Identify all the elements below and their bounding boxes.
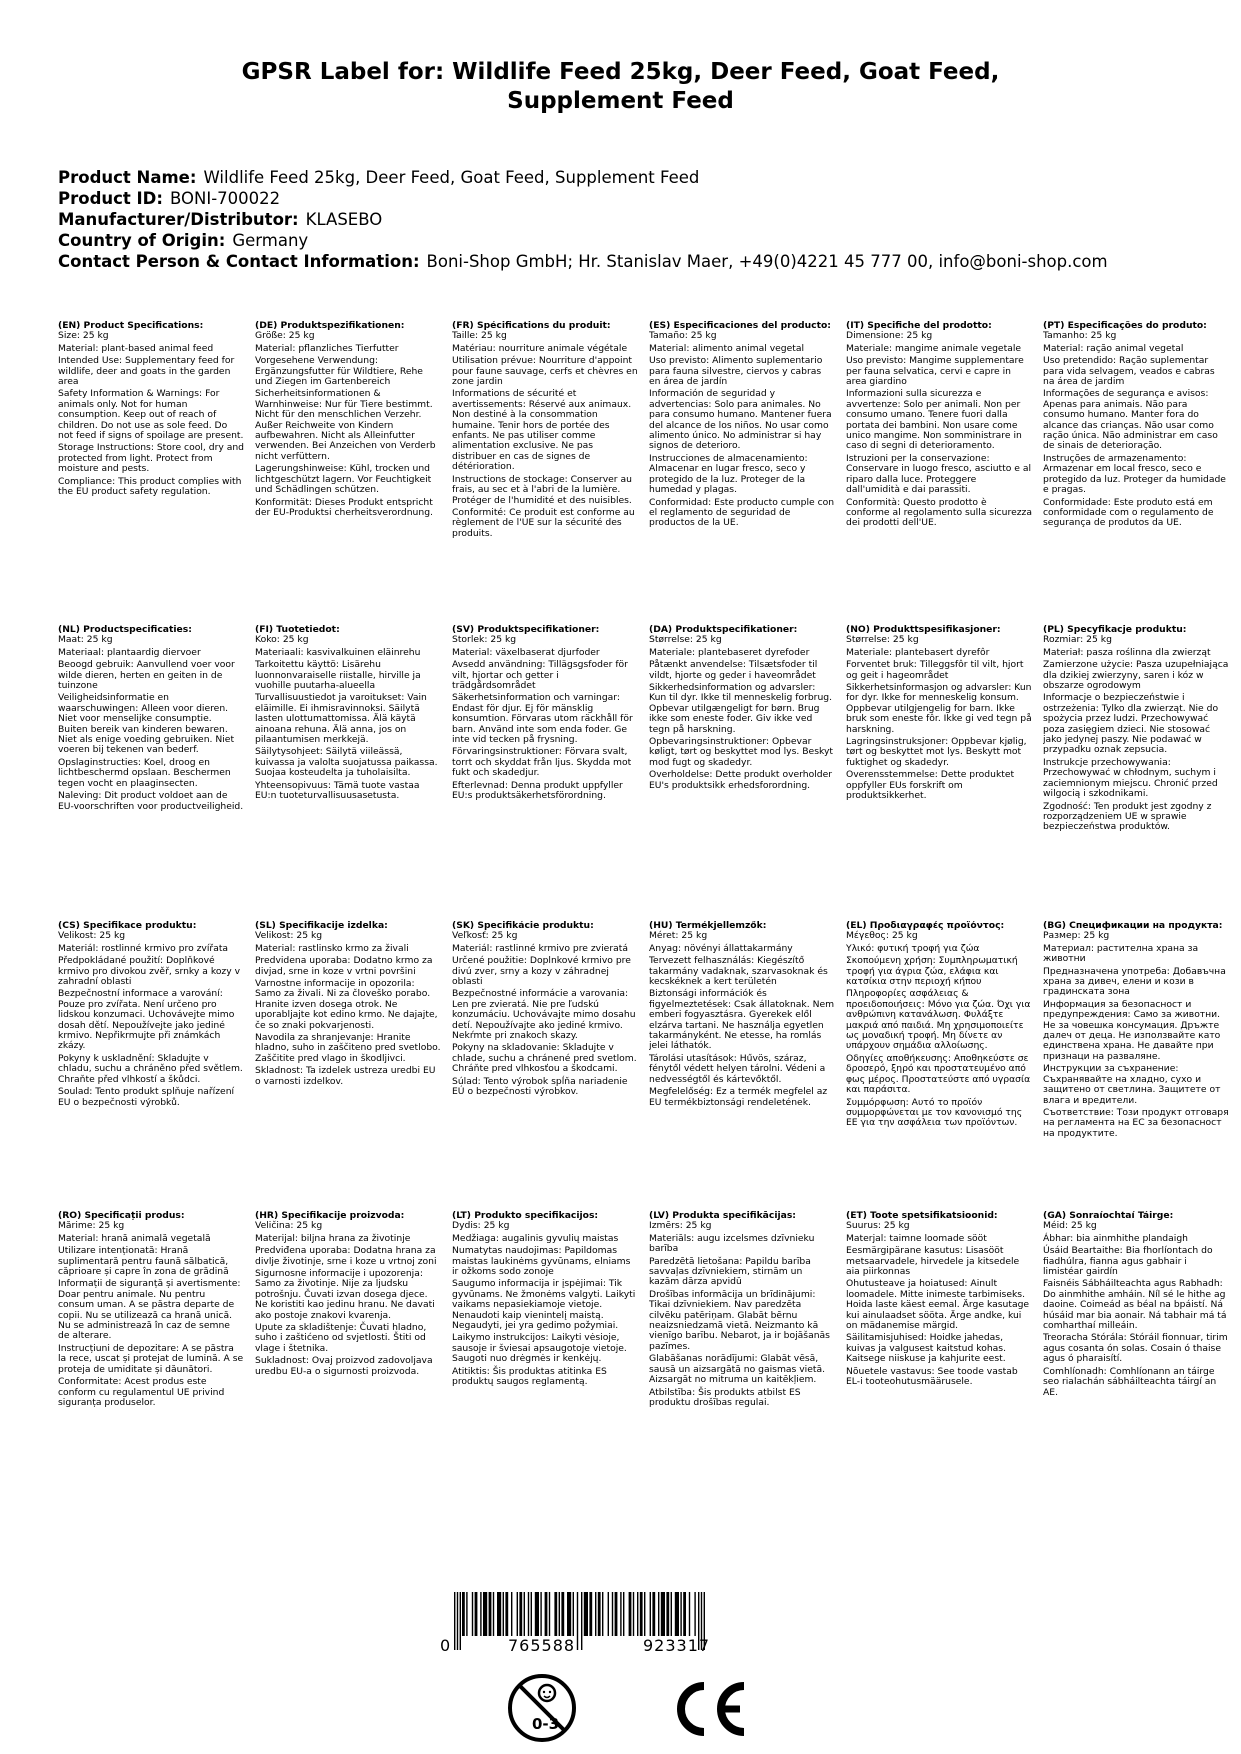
spec-heading: (BG) Спецификации на продукта:: [1043, 921, 1223, 931]
spec-heading: (NO) Produkttspesifikasjoner:: [846, 625, 1001, 635]
spec-line: Materiale: mangime animale vegetale: [846, 342, 1022, 354]
spec-line: Beoogd gebruik: Aanvullend voer voor wilde dieren, herten en geiten in de tuinzone: [58, 659, 235, 692]
spec-line: Biztonsági információk és figyelmeztetések: Csak állatoknak. Nem emberi fogyasztásra. Gyerekek elől elzárva tartani. Ne használja egyetlen takarmányként. Ne etesse, ha romlás jelei láthatók.: [649, 988, 835, 1052]
spec-line: Comhlíonadh: Comhlíonann an táirge seo rialachán sábháilteachta táirgí an AE.: [1043, 1365, 1217, 1398]
spec-heading: (CS) Specifikace produktu:: [58, 921, 197, 931]
spec-heading: (PT) Especificações do produto:: [1043, 321, 1207, 331]
manufacturer-row: [58, 209, 1208, 230]
spec-heading: (DE) Produktspezifikationen:: [255, 321, 405, 331]
spec-line: Faisnéis Sábháilteachta agus Rabhadh: Do ainmhithe amháin. Níl sé le hithe ag daoine. Coimeád as béal na bpáistí. Ná húsáid mar bia aonair. Ná tabhair má tá comharthaí milleáin.: [1043, 1278, 1227, 1332]
spec-line: Suurus: 25 kg: [846, 1220, 910, 1232]
spec-line: Sikkerhetsinformasjon og advarsler: Kun for dyr. Ikke for menneskelig konsum. Oppbevar utilgjengelig for barn. Ikke bruk som eneste fôr. Ikke gi ved tegn på harskning.: [846, 682, 1032, 735]
spec-heading: (SV) Produktspecifikationer:: [452, 625, 600, 635]
spec-line: Nõuetele vastavus: See toode vastab EL-i tooteohutusmäärusele.: [846, 1365, 1018, 1388]
spec-line: Påtænkt anvendelse: Tilsætsfoder til vildt, hjorte og geder i haveområdet: [649, 659, 818, 681]
spec-line: Conformidad: Este producto cumple con el reglamento de seguridad de productos de la UE.: [649, 496, 835, 529]
spec-line: Sigurnosne informacije i upozorenja: Samo za životinje. Nije za ljudsku potrošnju. Čuvati izvan dosega djece. Ne koristiti kao jedinu hranu. Ne davati ako postoje znakovi kvarenja.: [255, 1268, 435, 1321]
contact-value: Boni-Shop GmbH; Hr. Stanislav Maer, +49(0)4221 45 777 00, info@boni-shop.com: [426, 252, 1108, 271]
spec-line: Informations de sécurité et avertissements: Réservé aux animaux. Non destiné à la consommation humaine. Tenir hors de portée des enfants. Ne pas utiliser comme alimentation exclusive. Ne pas distribuer en cas de signes de détérioration.: [452, 388, 632, 473]
spec-block: [58, 625, 244, 814]
spec-line: Materijal: biljna hrana za životinje: [255, 1232, 411, 1244]
spec-line: Sukladnost: Ovaj proizvod zadovoljava uredbu EU-a o sigurnosti proizvoda.: [255, 1355, 433, 1377]
spec-block: [846, 321, 1032, 531]
spec-heading: (FI) Tuotetiedot:: [255, 625, 340, 635]
spec-block: [846, 1211, 1032, 1390]
spec-line: Soulad: Tento produkt splňuje nařízení EU o bezpečnosti výrobků.: [58, 1086, 235, 1108]
product-id-label: Product ID:: [58, 189, 163, 208]
spec-block: [255, 921, 441, 1089]
page-title: [0, 58, 1241, 116]
spec-line: Bezpečnostní informace a varování: Pouze pro zvířata. Není určeno pro lidskou konzumaci. Uchovávejte mimo dosah dětí. Nepoužívejte jako jediné krmivo. Nepřikrmujte při známkách zkázy.: [58, 988, 235, 1052]
age-0-3-warning-icon: [506, 1672, 578, 1744]
spec-line: Conformité: Ce produit est conforme au règlement de l'UE sur la sécurité des produits.: [452, 506, 635, 539]
spec-line: Skladnost: Ta izdelek ustreza uredbi EU o varnosti izdelkov.: [255, 1065, 436, 1087]
spec-line: Veličina: 25 kg: [255, 1220, 323, 1232]
page-title-line-1: GPSR Label for: Wildlife Feed 25kg, Deer Feed, Goat Feed,: [241, 59, 1000, 85]
spec-line: Efterlevnad: Denna produkt uppfyller EU:s produktsäkerhetsförordning.: [452, 779, 623, 802]
spec-line: Material: alimento animal vegetal: [649, 342, 805, 354]
contact-row: [58, 251, 1208, 272]
age-warning-label: 0-3: [532, 1715, 560, 1733]
spec-line: Uso previsto: Alimento suplementario para fauna silvestre, ciervos y cabras en área de jardín: [649, 355, 823, 388]
spec-line: Utilizare intenționată: Hrană suplimentară pentru faună sălbatică, căprioare și capre în zona de grădină: [58, 1245, 229, 1278]
spec-line: Förvaringsinstruktioner: Förvara svalt, torrt och skyddat från ljus. Skydda mot fukt och skadedjur.: [452, 746, 632, 779]
spec-line: Σκοπούμενη χρήση: Συμπληρωματική τροφή για άγρια ζώα, ελάφια και κατσίκια στην περιοχή κήπου: [846, 955, 1018, 988]
spec-line: Размер: 25 kg: [1043, 930, 1110, 942]
contact-label: Contact Person & Contact Information:: [58, 252, 420, 271]
spec-line: Předpokládané použití: Doplňkové krmivo pro divokou zvěř, srnky a kozy v zahradní oblasti: [58, 955, 241, 988]
spec-block: [255, 1211, 441, 1379]
spec-line: Súlad: Tento výrobok spĺňa nariadenie EÚ o bezpečnosti výrobkov.: [452, 1075, 628, 1098]
spec-line: Материал: растителна храна за животни: [1043, 942, 1199, 965]
spec-heading: (NL) Productspecificaties:: [58, 625, 192, 635]
spec-line: Yhteensopivuus: Tämä tuote vastaa EU:n tuoteturvallisuusasetusta.: [255, 779, 420, 802]
spec-line: Größe: 25 kg: [255, 330, 315, 342]
spec-line: Mărime: 25 kg: [58, 1220, 125, 1232]
spec-line: Størrelse: 25 kg: [649, 634, 722, 646]
spec-line: Laikymo instrukcijos: Laikyti vėsioje, sausoje ir šviesai apsaugotoje vietoje. Saugoti nuo drėgmės ir kenkėjų.: [452, 1332, 627, 1365]
manufacturer-label: Manufacturer/Distributor:: [58, 210, 299, 229]
country-row: [58, 230, 1208, 251]
spec-line: Uso pretendido: Ração suplementar para vida selvagem, veados e cabras na área de jardim: [1043, 355, 1215, 388]
product-name-label: Product Name:: [58, 168, 197, 187]
spec-line: Material: hrană animală vegetală: [58, 1232, 211, 1244]
spec-line: Informazioni sulla sicurezza e avvertenze: Solo per animali. Non per consumo umano. Tenere fuori dalla portata dei bambini. Non usare come unico mangime. Non somministrare in caso di segni di deterioramento.: [846, 388, 1022, 452]
spec-heading: (DA) Produktspecifikationer:: [649, 625, 798, 635]
spec-line: Lagerungshinweise: Kühl, trocken und lichtgeschützt lagern. Vor Feuchtigkeit und Schädlingen schützen.: [255, 463, 432, 496]
spec-line: Konformität: Dieses Produkt entspricht der EU-Produktsi cherheitsverordnung.: [255, 496, 433, 518]
spec-block: [649, 921, 835, 1110]
spec-line: Size: 25 kg: [58, 330, 109, 342]
spec-line: Instrucțiuni de depozitare: A se păstra la rece, uscat și protejat de lumină. A se proteja de umiditate și dăunători.: [58, 1342, 244, 1375]
spec-heading: (GA) Sonraíochtaí Táirge:: [1043, 1211, 1174, 1221]
spec-line: Tárolási utasítások: Hűvös, száraz, fénytől védett helyen tárolni. Védeni a nedvességtől és kártevőktől.: [649, 1052, 826, 1085]
spec-block: [452, 321, 638, 541]
spec-line: Predviđena uporaba: Dodatna hrana za divlje životinje, srne i koze u vrtnoj zoni: [255, 1245, 437, 1267]
spec-block: [1043, 625, 1229, 835]
spec-heading: (PL) Specyfikacje produktu:: [1043, 625, 1187, 635]
spec-line: Overensstemmelse: Dette produktet oppfyller EUs forskrift om produktsikkerhet.: [846, 769, 1015, 802]
spec-line: Intended Use: Supplementary feed for wildlife, deer and goats in the garden area: [58, 355, 235, 388]
spec-block: [1043, 321, 1229, 531]
spec-line: Instrukcje przechowywania: Przechowywać w chłodnym, suchym i zaciemnionym miejscu. Chronić przed wilgocią i szkodnikami.: [1043, 756, 1218, 800]
spec-line: Οδηγίες αποθήκευσης: Αποθηκεύστε σε δροσερό, ξηρό και προστατευμένο από φως μέρος. Προστατεύστε από υγρασία και παράσιτα.: [846, 1052, 1031, 1096]
spec-line: Instruções de armazenamento: Armazenar em local fresco, seco e protegido da luz. Proteger da humidade e pragas.: [1043, 452, 1226, 496]
spec-block: [255, 625, 441, 804]
spec-heading: (IT) Specifiche del prodotto:: [846, 321, 992, 331]
ce-mark-icon: [668, 1680, 750, 1738]
spec-line: Conformitate: Acest produs este conform cu regulamentul UE privind siguranța produselor.: [58, 1376, 225, 1408]
spec-line: Upute za skladištenje: Čuvati hladno, suho i zaštićeno od svjetlosti. Štiti od vlage i štetnika.: [255, 1322, 427, 1354]
spec-line: Taille: 25 kg: [452, 330, 507, 342]
spec-line: Forventet bruk: Tilleggsfôr til vilt, hjort og geit i hageområdet: [846, 659, 1024, 681]
spec-block: [452, 921, 638, 1100]
spec-line: Úsáid Beartaithe: Bia fhorlíontach do fiadhúlra, fianna agus gabhair i limistéar gairdín: [1043, 1245, 1213, 1278]
spec-line: Bezpečnostné informácie a varovania: Len pre zvieratá. Nie pre ľudskú konzumáciu. Uchovávajte mimo dosahu detí. Nepoužívajte ako jediné krmivo. Nekŕmte pri znakoch skazy.: [452, 988, 636, 1042]
spec-line: Material: plant-based animal feed: [58, 342, 214, 354]
spec-line: Avsedd användning: Tillägsgsfoder för vilt, hjortar och getter i trädgårdsområdet: [452, 659, 628, 692]
spec-line: Conformità: Questo prodotto è conforme al regolamento sulla sicurezza dei prodotti dell'UE.: [846, 496, 1032, 529]
spec-line: Eesmärgipärane kasutus: Lisasööt metsaarvadele, hirvedele ja kitsedele aia piirkonnas: [846, 1245, 1020, 1278]
spec-line: Safety Information & Warnings: For animals only. Not for human consumption. Keep out of reach of children. Do not use as sole feed. Do not feed if signs of spoilage are present.: [58, 388, 244, 442]
spec-line: Zamierzone użycie: Pasza uzupełniająca dla dzikiej zwierzyny, saren i kóz w obszarze ogrodowym: [1043, 659, 1229, 692]
product-name-value: Wildlife Feed 25kg, Deer Feed, Goat Feed, Supplement Feed: [203, 168, 700, 187]
spec-line: Informações de segurança e avisos: Apenas para animais. Não para consumo humano. Manter fora do alcance das crianças. Não usar como ração única. Não administrar em caso de sinais de deterioração.: [1043, 388, 1218, 452]
spec-heading: (LV) Produkta specifikācijas:: [649, 1211, 796, 1221]
spec-line: Material: pflanzliches Tierfutter: [255, 342, 399, 354]
spec-line: Съответствие: Този продукт отговаря на регламента на ЕС за безопасност на продуктите.: [1043, 1106, 1229, 1139]
spec-heading: (ET) Toote spetsifikatsioonid:: [846, 1211, 998, 1221]
spec-line: Tarkoitettu käyttö: Lisärehu luonnonvaraiselle riistalle, hirville ja vuohille puutarha-alueella: [255, 659, 421, 692]
spec-line: Säkerhetsinformation och varningar: Endast för djur. Ej för mänsklig konsumtion. Förvaras utom räckhåll för barn. Använd inte som enda foder. Ge inte vid tecken på frysning.: [452, 692, 633, 746]
product-id-row: [58, 188, 1208, 209]
spec-line: Säilitamisjuhised: Hoidke jahedas, kuivas ja valgusest kaitstud kohas. Kaitsege niiskuse ja kahjurite eest.: [846, 1332, 1006, 1365]
spec-line: Storlek: 25 kg: [452, 634, 517, 646]
spec-line: Materiał: pasza roślinna dla zwierząt: [1043, 646, 1211, 658]
product-name-row: [58, 167, 1208, 188]
spec-line: Glabāšanas norādījumi: Glabāt vēsā, sausā un aizsargātā no gaismas vietā. Aizsargāt no mitruma un kaitēkļiem.: [649, 1353, 826, 1386]
spec-line: Tamanho: 25 kg: [1043, 330, 1117, 342]
spec-block: [452, 625, 638, 804]
spec-line: Material: ração animal vegetal: [1043, 342, 1184, 354]
spec-line: Storage Instructions: Store cool, dry and protected from light. Protect from moisture and pests.: [58, 442, 244, 475]
spec-heading: (RO) Specificații produs:: [58, 1211, 185, 1221]
barcode-left-digit: 0: [440, 1636, 451, 1655]
spec-line: Atitiktis: Šis produktas atitinka ES produktų saugos reglamentą.: [452, 1365, 607, 1388]
spec-block: [58, 321, 244, 500]
spec-line: Materiál: rostlinné krmivo pro zvířata: [58, 942, 229, 954]
spec-line: Materjal: taimne loomade sööt: [846, 1232, 987, 1244]
spec-line: Naleving: Dit product voldoet aan de EU-voorschriften voor productveiligheid.: [58, 790, 244, 812]
manufacturer-value: KLASEBO: [305, 210, 383, 229]
spec-heading: (SK) Špecifikácie produktu:: [452, 921, 594, 931]
spec-line: Zgodność: Ten produkt jest zgodny z rozporządzeniem UE w sprawie bezpieczeństwa produktów.: [1043, 800, 1212, 833]
spec-heading: (HR) Specifikacije proizvoda:: [255, 1211, 405, 1221]
spec-line: Säilytysohjeet: Säilytä viileässä, kuivassa ja valolta suojatussa paikassa. Suojaa kosteudelta ja tuholaisilta.: [255, 746, 438, 779]
spec-line: Pokyny na skladovanie: Skladujte v chlade, suchu a chránené pred svetlom. Chráňte pred vlhkosťou a škodcami.: [452, 1042, 637, 1075]
spec-line: Υλικό: φυτική τροφή για ζώα: [846, 942, 980, 954]
spec-line: Veiligheidsinformatie en waarschuwingen: Alleen voor dieren. Niet voor menselijke consumptie. Buiten bereik van kinderen bewaren. Niet als enige voeding gebruiken. Niet voeren bij tekenen van bederf.: [58, 692, 235, 756]
spec-line: Izmērs: 25 kg: [649, 1220, 712, 1232]
spec-line: Material: växelbaserat djurfoder: [452, 646, 600, 658]
spec-line: Anyag: növényi állattakarmány: [649, 942, 793, 954]
spec-line: Tamaño: 25 kg: [649, 330, 717, 342]
spec-line: Информация за безопасност и предупреждения: Само за животни. Не за човешка консумация. Дръжте далеч от деца. Не използвайте като единствена храна. Не давайте при признаци на разваляне.: [1043, 998, 1221, 1062]
spec-line: Materiāls: augu izcelsmes dzīvnieku barība: [649, 1232, 815, 1255]
spec-line: Predvidena uporaba: Dodatno krmo za divjad, srne in koze v vrtni površini: [255, 955, 433, 977]
spec-line: Vorgesehene Verwendung: Ergänzungsfutter für Wildtiere, Rehe und Ziegen im Gartenbereich: [255, 355, 423, 388]
product-info: [58, 167, 1208, 272]
spec-line: Velikost: 25 kg: [58, 930, 126, 942]
spec-block: [846, 625, 1032, 804]
spec-line: Materiale: plantebasert dyrefôr: [846, 646, 990, 658]
spec-line: Informații de siguranță și avertismente: Doar pentru animale. Nu pentru consum uman. A se păstra departe de copii. Nu se utilizează ca hrană unică. Nu se administrează în caz de semne de alterare.: [58, 1278, 241, 1342]
spec-heading: (LT) Produkto specifikacijos:: [452, 1211, 599, 1221]
spec-heading: (FR) Spécifications du produit:: [452, 321, 611, 331]
spec-line: Materiaali: kasvivalkuinen eläinrehu: [255, 646, 421, 658]
spec-block: [1043, 921, 1229, 1141]
spec-line: Turvallisuustiedot ja varoitukset: Vain eläimille. Ei ihmisravinnoksi. Säilytä lasten ulottumattomissa. Älä käytä ainoana rehuna. Älä anna, jos on pilaantumisen merkkejä.: [255, 692, 427, 746]
spec-block: [1043, 1211, 1229, 1400]
spec-line: Instrucciones de almacenamiento: Almacenar en lugar fresco, seco y protegido de la luz. Proteger de la humedad y plagas.: [649, 452, 808, 496]
spec-line: Méret: 25 kg: [649, 930, 708, 942]
spec-heading: (ES) Especificaciones del producto:: [649, 321, 831, 331]
spec-line: Navodila za shranjevanje: Hranite hladno, suho in zaščiteno pred svetlobo. Zaščitite pred vlago in škodljivci.: [255, 1032, 441, 1064]
spec-line: Materiale: plantebaseret dyrefoder: [649, 646, 810, 658]
spec-line: Предназначена употреба: Добавъчна храна за дивеч, елени и кози в градинската зона: [1043, 965, 1226, 998]
spec-line: Información de seguridad y advertencias: Solo para animales. No para consumo humano. Mantener fuera del alcance de los niños. No usar como alimento único. No administrar si hay signos de deterioro.: [649, 388, 832, 452]
spec-line: Conformidade: Este produto está em conformidade com o regulamento de segurança de produtos da UE.: [1043, 496, 1214, 529]
spec-line: Utilisation prévue: Nourriture d'appoint pour faune sauvage, cerfs et chèvres en zone jardin: [452, 355, 638, 388]
spec-line: Størrelse: 25 kg: [846, 634, 919, 646]
barcode-left-group: 765588: [508, 1636, 576, 1655]
spec-block: [452, 1211, 638, 1390]
spec-line: Velikost: 25 kg: [255, 930, 323, 942]
barcode-right-group: 923317: [643, 1636, 711, 1655]
spec-heading: (SL) Specifikacije izdelka:: [255, 921, 388, 931]
spec-line: Paredzētā lietošana: Papildu barība savvaļas dzīvniekiem, stirnām un kazām dārza apvidū: [649, 1255, 811, 1288]
spec-line: Medžiaga: augalinis gyvulių maistas: [452, 1232, 619, 1244]
spec-line: Opslaginstructies: Koel, droog en lichtbeschermd opslaan. Beschermen tegen vocht en plaaginsecten.: [58, 756, 231, 789]
spec-heading: (EL) Προδιαγραφές προϊόντος:: [846, 921, 1005, 931]
spec-line: Sikkerhedsinformation og advarsler: Kun til dyr. Ikke til menneskelig forbrug. Opbevar utilgængeligt for børn. Brug ikke som eneste foder. Giv ikke ved tegn på harskning.: [649, 682, 833, 735]
spec-line: Méid: 25 kg: [1043, 1220, 1097, 1232]
spec-line: Materiál: rastlinné krmivo pre zvieratá: [452, 942, 628, 954]
spec-line: Opbevaringsinstruktioner: Opbevar køligt, tørt og beskyttet mod lys. Beskyt mod fugt og skadedyr.: [649, 736, 834, 768]
spec-line: Varnostne informacije in opozorila: Samo za živali. Ni za človeško porabo. Hranite izven dosega otrok. Ne uporabljajte kot edino krmo. Ne dajajte, če so znaki pokvarjenosti.: [255, 978, 438, 1031]
spec-line: Instructions de stockage: Conserver au frais, au sec et à l'abri de la lumière. Protéger de l'humidité et des nuisibles.: [452, 473, 632, 506]
spec-line: Lagringsinstruksjoner: Oppbevar kjølig, tørt og beskyttet mot lys. Beskytt mot fuktighet og skadedyr.: [846, 736, 1027, 768]
spec-line: Μέγεθος: 25 kg: [846, 930, 918, 942]
spec-heading: (HU) Termékjellemzők:: [649, 921, 767, 931]
spec-line: Rozmiar: 25 kg: [1043, 634, 1112, 646]
spec-line: Dimensione: 25 kg: [846, 330, 933, 342]
spec-line: Sicherheitsinformationen & Warnhinweise: Nur für Tiere bestimmt. Nicht für den menschlichen Verzehr. Außer Reichweite von Kindern aufbewahren. Nicht als Alleinfutter verwenden. Bei Anzeichen von Verderb nicht verfüttern.: [255, 388, 436, 462]
page-title-line-2: Supplement Feed: [507, 88, 734, 114]
spec-line: Numatytas naudojimas: Papildomas maistas laukinėms gyvūnams, elniams ir ožkoms sodo zonoje: [452, 1245, 631, 1278]
spec-block: [58, 921, 244, 1110]
spec-line: Drošības informācija un brīdinājumi: Tikai dzīvniekiem. Nav paredzēta cilvēku patēriņam. Glabāt bērnu neaizsniedzamā vietā. Neizmanto kā vienīgo barību. Nebarot, ja ir bojāšanās pazīmes.: [649, 1288, 830, 1352]
spec-line: Overholdelse: Dette produkt overholder EU's produktsikk erhedsforordning.: [649, 769, 833, 791]
spec-line: Maat: 25 kg: [58, 634, 113, 646]
spec-line: Veľkosť: 25 kg: [452, 930, 518, 942]
spec-line: Materiaal: plantaardig diervoer: [58, 646, 201, 658]
spec-block: [846, 921, 1032, 1131]
spec-line: Πληροφορίες ασφάλειας & προειδοποιήσεις: Μόνο για ζώα. Όχι για ανθρώπινη κατανάλωση. Φυλάξτε μακριά από παιδιά. Μη χρησιμοποιείτε ως μοναδική τροφή. Μη δίνετε αν υπάρχουν σημάδια αλλοίωσης.: [846, 988, 1031, 1052]
spec-line: Koko: 25 kg: [255, 634, 309, 646]
spec-line: Инструкции за съхранение: Съхранявайте на хладно, сухо и защитено от светлина. Защитете от влага и вредители.: [1043, 1063, 1221, 1106]
spec-line: Material: rastlinsko krmo za živali: [255, 942, 409, 954]
spec-block: [649, 321, 835, 531]
spec-block: [255, 321, 441, 520]
spec-heading: (EN) Product Specifications:: [58, 321, 204, 331]
spec-block: [649, 1211, 835, 1410]
spec-line: Matériau: nourriture animale végétale: [452, 342, 628, 354]
spec-line: Συμμόρφωση: Αυτό το προϊόν συμμορφώνεται με τον κανονισμό της ΕΕ για την ασφάλεια των προϊόντων.: [846, 1096, 1023, 1129]
spec-line: Dydis: 25 kg: [452, 1220, 510, 1232]
spec-line: Určené použitie: Doplnkové krmivo pre divú zver, srny a kozy v záhradnej oblasti: [452, 955, 631, 988]
country-value: Germany: [232, 231, 309, 250]
spec-line: Ábhar: bia ainmhithe plandaigh: [1043, 1232, 1188, 1244]
spec-line: Treoracha Stórála: Stóráil fionnuar, tirim agus cosanta ón solas. Cosain ó thaise agus ó pharaisítí.: [1043, 1332, 1228, 1365]
spec-line: Megfelelőség: Ez a termék megfelel az EU termékbiztonsági rendeletének.: [649, 1086, 828, 1108]
spec-block: [649, 625, 835, 793]
spec-line: Ohutusteave ja hoiatused: Ainult loomadele. Mitte inimeste tarbimiseks. Hoida laste käest eemal. Ärge kasutage kui ainulaadset sööta. Ärge andke, kui on mädanemise märgid.: [846, 1278, 1030, 1332]
spec-line: Compliance: This product complies with the EU product safety regulation.: [58, 475, 242, 498]
spec-line: Atbilstība: Šis produkts atbilst ES produktu drošības regulai.: [649, 1386, 801, 1408]
spec-line: Tervezett felhasználás: Kiegészítő takarmány vadaknak, szarvasoknak és kecskéknek a kert területén: [649, 955, 828, 988]
spec-line: Uso previsto: Mangime supplementare per fauna selvatica, cervi e capre in area giardino: [846, 355, 1024, 388]
country-label: Country of Origin:: [58, 231, 226, 250]
spec-line: Istruzioni per la conservazione: Conservare in luogo fresco, asciutto e al riparo dalla luce. Proteggere dall'umidità e dai parassiti.: [846, 452, 1032, 496]
spec-block: [58, 1211, 244, 1410]
spec-line: Pokyny k uskladnění: Skladujte v chladu, suchu a chráněno před světlem. Chraňte před vlhkostí a škůdci.: [58, 1052, 243, 1085]
spec-line: Saugumo informacija ir įspėjimai: Tik gyvūnams. Ne žmonėms valgyti. Laikyti vaikams nepasiekiamoje vietoje. Nenaudoti kaip vienintelį maistą. Negaudyti, jei yra gedimo požymiai.: [452, 1278, 636, 1332]
product-id-value: BONI-700022: [169, 189, 281, 208]
spec-line: Informacje o bezpieczeństwie i ostrzeżenia: Tylko dla zwierząt. Nie do spożycia przez ludzi. Przechowywać poza zasięgiem dzieci. Nie stosować jako jedynej paszy. Nie podawać w przypadku oznak zepsucia.: [1043, 692, 1219, 756]
